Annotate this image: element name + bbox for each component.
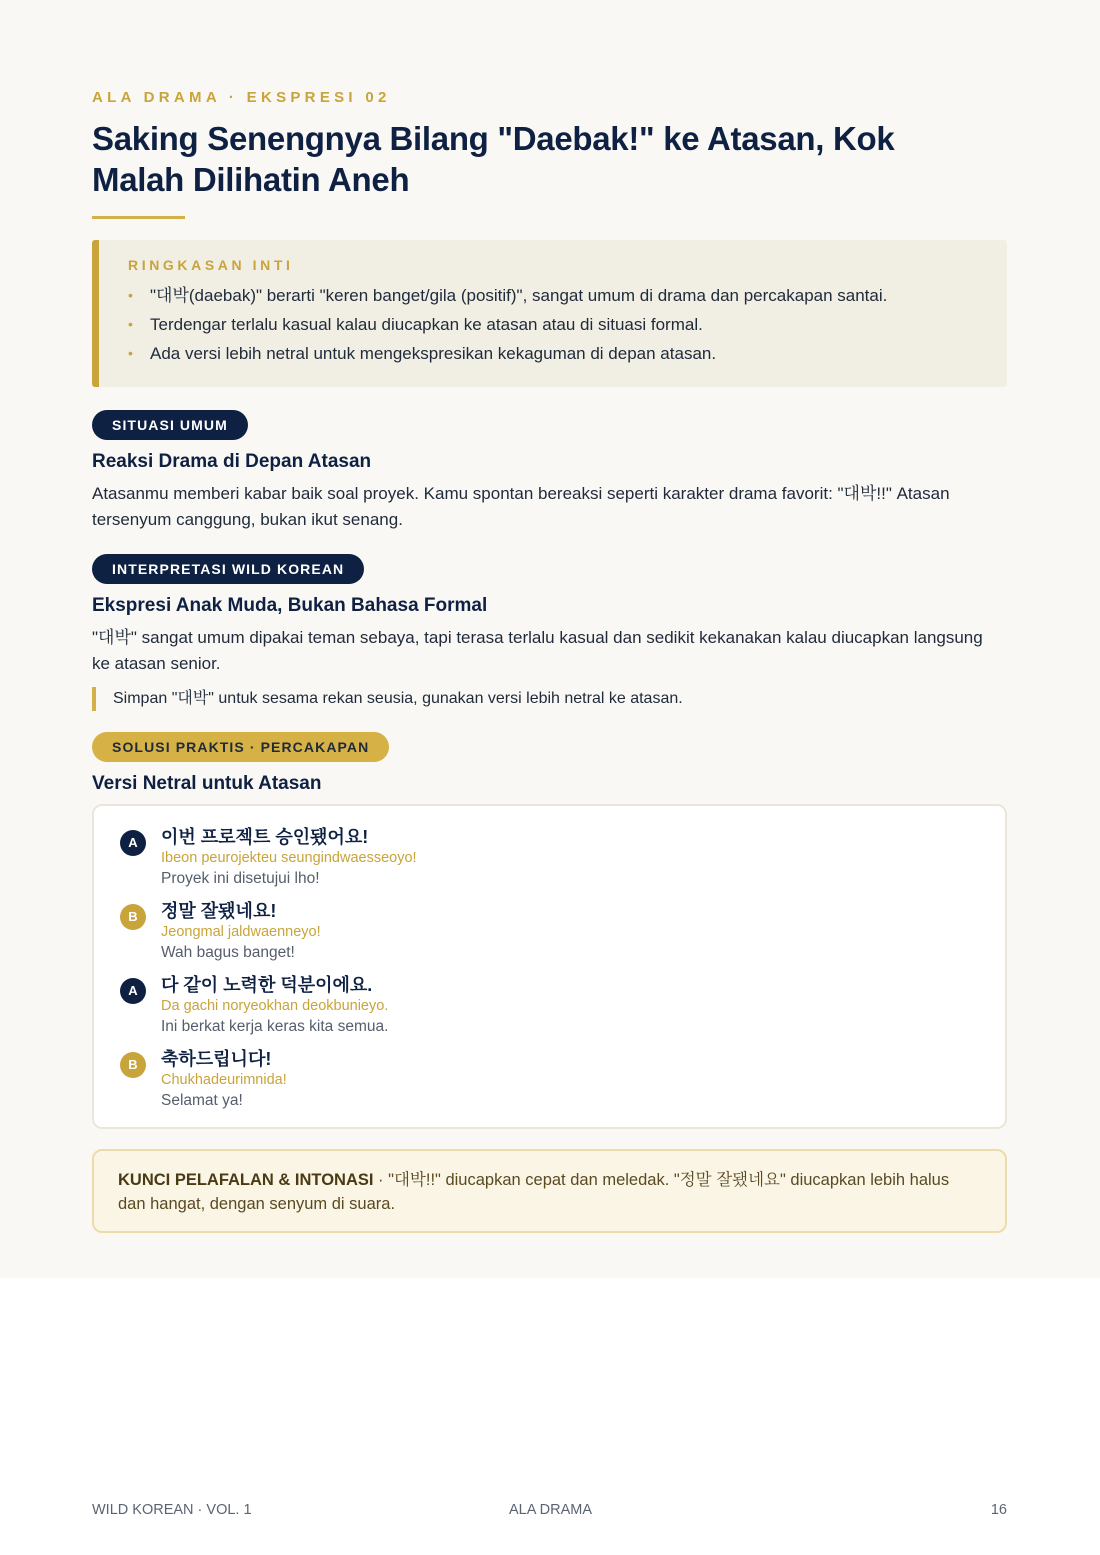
korean-text: 축하드립니다! <box>161 1049 272 1069</box>
situation-heading: Reaksi Drama di Depan Atasan <box>92 451 372 472</box>
tip-body: "대박!!" diucapkan cepat dan meledak. "정말 잘됐네요" diucapkan lebih halus dan hangat, dengan senyum di suara. <box>118 1171 950 1213</box>
translation-text: Proyek ini disetujui lho! <box>161 870 320 887</box>
interpretation-body: "대박" sangat umum dipakai teman sebaya, tapi terasa terlalu kasual dan sedikit kekanakan kalau diucapkan langsung ke atasan senior. <box>92 628 983 673</box>
romanization-text: Da gachi noryeokhan deokbunieyo. <box>161 998 389 1014</box>
translation-text: Selamat ya! <box>161 1092 243 1109</box>
summary-item-text: Ada versi lebih netral untuk mengekspresikan kekaguman di depan atasan. <box>150 344 717 363</box>
section-kicker: ALA DRAMA · EKSPRESI 02 <box>92 89 391 106</box>
solution-heading: Versi Netral untuk Atasan <box>92 773 322 794</box>
romanization-text: Jeongmal jaldwaenneyo! <box>161 924 321 940</box>
speaker-a-badge: A <box>120 830 146 856</box>
speaker-a-badge: A <box>120 978 146 1004</box>
interpretation-heading: Ekspresi Anak Muda, Bukan Bahasa Formal <box>92 595 488 616</box>
title-underline <box>92 216 185 219</box>
interpretation-quote: Simpan "대박" untuk sesama rekan seusia, gunakan versi lebih netral ke atasan. <box>92 687 683 711</box>
speaker-b-badge: B <box>120 1052 146 1078</box>
page-number: 16 <box>990 1502 1007 1518</box>
bullet-icon: • <box>128 316 133 332</box>
interpretation-tag: INTERPRETASI WILD KOREAN <box>92 554 364 584</box>
bullet-icon: • <box>128 287 133 303</box>
korean-text: 정말 잘됐네요! <box>161 901 277 921</box>
speaker-b-badge: B <box>120 904 146 930</box>
bullet-icon: • <box>128 345 133 361</box>
solution-tag: SOLUSI PRAKTIS · PERCAKAPAN <box>92 732 389 762</box>
summary-item <box>128 342 887 371</box>
page-title: Saking Senengnya Bilang "Daebak!" ke Atasan, Kok Malah Dilihatin Aneh <box>92 120 895 198</box>
korean-text: 다 같이 노력한 덕분이에요. <box>161 975 373 995</box>
korean-text: 이번 프로젝트 승인됐어요! <box>161 827 369 847</box>
tip-separator: · <box>373 1171 389 1189</box>
summary-item <box>128 313 887 342</box>
summary-item <box>128 284 887 313</box>
pronunciation-tip-box <box>92 1149 1007 1233</box>
footer-section: ALA DRAMA <box>509 1502 592 1518</box>
tip-label: KUNCI PELAFALAN & INTONASI <box>118 1171 374 1189</box>
summary-item-text: Terdengar terlalu kasual kalau diucapkan ke atasan atau di situasi formal. <box>150 315 703 334</box>
translation-text: Ini berkat kerja keras kita semua. <box>161 1018 389 1035</box>
summary-label: RINGKASAN INTI <box>128 257 294 273</box>
romanization-text: Chukhadeurimnida! <box>161 1072 287 1088</box>
summary-list <box>128 284 887 371</box>
summary-item-text: "대박(daebak)" berarti "keren banget/gila (positif)", sangat umum di drama dan percakapan santai. <box>150 286 888 305</box>
footer-series: WILD KOREAN · VOL. 1 <box>92 1502 252 1518</box>
romanization-text: Ibeon peurojekteu seungindwaesseoyo! <box>161 850 417 866</box>
summary-box <box>92 240 1007 387</box>
dialog-box <box>92 804 1007 1129</box>
situation-body: Atasanmu memberi kabar baik soal proyek. Kamu spontan bereaksi seperti karakter drama favorit: "대박!!" Atasan tersenyum canggung, bukan ikut senang. <box>92 484 950 529</box>
situation-tag: SITUASI UMUM <box>92 410 248 440</box>
translation-text: Wah bagus banget! <box>161 944 295 961</box>
